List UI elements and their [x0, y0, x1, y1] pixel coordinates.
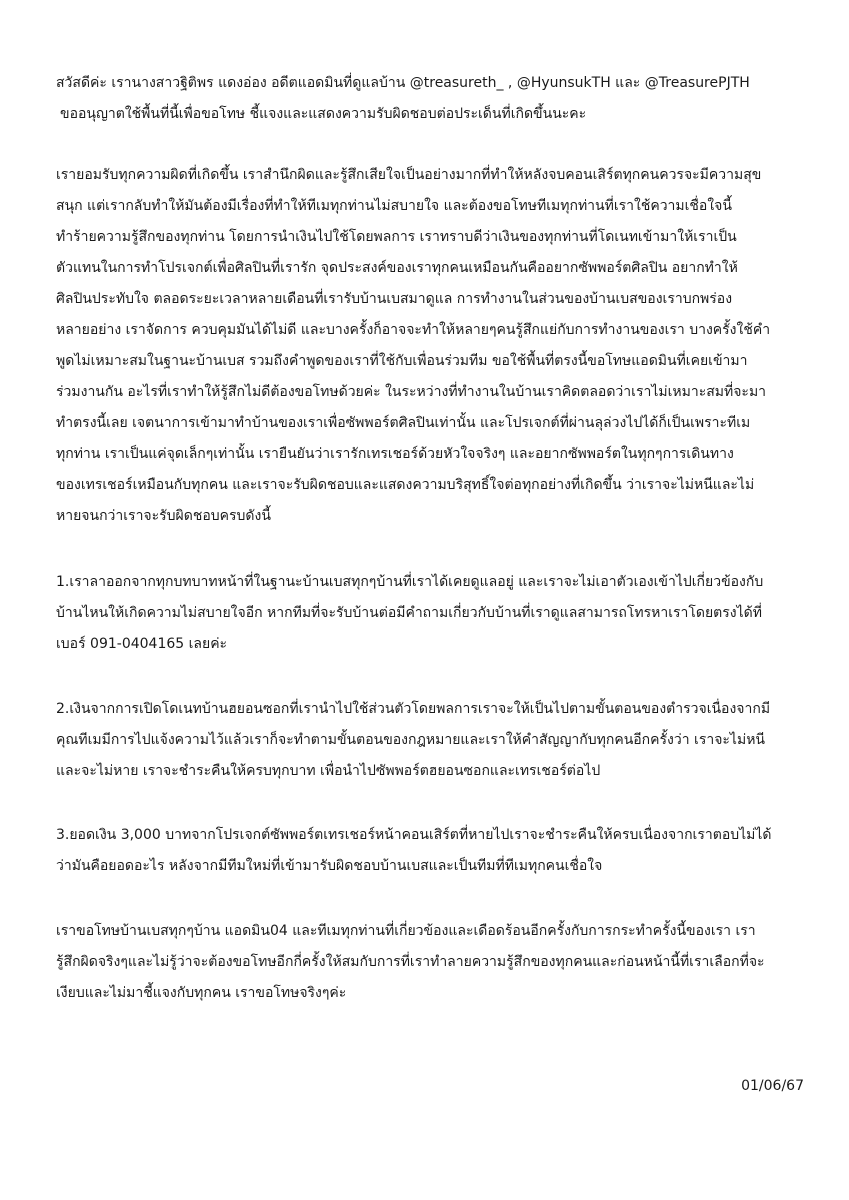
intro-line-1: สวัสดีค่ะ เรานางสาวฐิติพร แดงอ่อง อดีตแอดมินที่ดูแลบ้าน @treasureth_ , @HyunsukTH และ @TreasurePJTH: [56, 75, 750, 91]
closing-line: เงียบและไม่มาชี้แจงกับทุกคน เราขอโทษจริงๆค่ะ: [56, 985, 347, 1001]
apology-line: ทำตรงนี้เลย เจตนาการเข้ามาทำบ้านของเราเพื่อซัพพอร์ตศิลปินเท่านั้น และโปรเจกต์ที่ผ่านลุล่วงไปได้ก็เป็นเพราะทีเม: [56, 415, 751, 431]
apology-paragraph: [56, 160, 804, 532]
closing-paragraph: [56, 916, 804, 1009]
responsibility-item-3: [56, 820, 804, 882]
item-2-line: และจะไม่หาย เราจะชำระคืนให้ครบทุกบาท เพื่อนำไปซัพพอร์ตฮยอนซอกและเทรเชอร์ต่อไป: [56, 763, 601, 779]
closing-line: รู้สึกผิดจริงๆและไม่รู้ว่าจะต้องขอโทษอีกกี่ครั้งให้สมกับการที่เราทำลายความรู้สึกของทุกคนและก่อนหน้านี้ที่เราเลือกที่จะ: [56, 954, 765, 970]
item-2-line: คุณทีเมมีการไปแจ้งความไว้แล้วเราก็จะทำตามขั้นตอนของกฎหมายและเราให้คำสัญญากับทุกคนอีกครั้งว่า เราจะไม่หนี: [56, 732, 765, 748]
responsibility-item-2: [56, 694, 804, 787]
item-3-line: 3.ยอดเงิน 3,000 บาทจากโปรเจกต์ซัพพอร์ตเทรเชอร์หน้าคอนเสิร์ตที่หายไปเราจะชำระคืนให้ครบเนื่องจากเราตอบไม่ได้: [56, 827, 772, 843]
intro-paragraph: [56, 68, 804, 130]
apology-line: ทุกท่าน เราเป็นแค่จุดเล็กๆเท่านั้น เรายืนยันว่าเรารักเทรเชอร์ด้วยหัวใจจริงๆ และอยากซัพพอร์ตในทุกๆการเดินทาง: [56, 446, 734, 462]
apology-line: ตัวแทนในการทำโปรเจกต์เพื่อศิลปินที่เรารัก จุดประสงค์ของเราทุกคนเหมือนกันคืออยากซัพพอร์ตศิลปิน อยากทำให้: [56, 260, 738, 276]
apology-line: หายจนกว่าเราจะรับผิดชอบครบดังนี้: [56, 508, 271, 524]
item-3-line: ว่ามันคือยอดอะไร หลังจากมีทีมใหม่ที่เข้ามารับผิดชอบบ้านเบสและเป็นทีมที่ทีเมทุกคนเชื่อใจ: [56, 858, 603, 874]
apology-line: ของเทรเชอร์เหมือนกับทุกคน และเราจะรับผิดชอบและแสดงความบริสุทธิ์ใจต่อทุกอย่างที่เกิดขึ้น ว่าเราจะไม่หนีและไม่: [56, 477, 755, 493]
apology-line: พูดไม่เหมาะสมในฐานะบ้านเบส รวมถึงคำพูดของเราที่ใช้กับเพื่อนร่วมทีม ขอใช้พื้นที่ตรงนี้ขอโทษแอดมินที่เคยเข้ามา: [56, 353, 748, 369]
item-1-line: เบอร์ 091-0404165 เลยค่ะ: [56, 636, 228, 652]
apology-line: ทำร้ายความรู้สึกของทุกท่าน โดยการนำเงินไปใช้โดยพลการ เราทราบดีว่าเงินของทุกท่านที่โดเนทเข้ามาให้เราเป็น: [56, 229, 737, 245]
apology-line: เรายอมรับทุกความผิดที่เกิดขึ้น เราสำนึกผิดและรู้สึกเสียใจเป็นอย่างมากที่ทำให้หลังจบคอนเสิร์ตทุกคนควรจะมีความสุข: [56, 167, 762, 183]
responsibility-item-1: [56, 567, 804, 660]
apology-line: หลายอย่าง เราจัดการ ควบคุมมันได้ไม่ดี และบางครั้งก็อาจจะทำให้หลายๆคนรู้สึกแย่กับการทำงานของเรา บางครั้งใช้คำ: [56, 322, 771, 338]
apology-line: ร่วมงานกัน อะไรที่เราทำให้รู้สึกไม่ดีต้องขอโทษด้วยค่ะ ในระหว่างที่ทำงานในบ้านเราคิดตลอดว่าเราไม่เหมาะสมที่จะมา: [56, 384, 767, 400]
apology-line: สนุก แต่เรากลับทำให้มันต้องมีเรื่องที่ทำให้ทีเมทุกท่านไม่สบายใจ และต้องขอโทษทีเมทุกท่านที่เราใช้ความเชื่อใจนี้: [56, 198, 732, 214]
item-2-line: 2.เงินจากการเปิดโดเนทบ้านฮยอนซอกที่เรานำไปใช้ส่วนตัวโดยพลการเราจะให้เป็นไปตามขั้นตอนของตำรวจเนื่องจากมี: [56, 701, 771, 717]
apology-line: ศิลปินประทับใจ ตลอดระยะเวลาหลายเดือนที่เรารับบ้านเบสมาดูแล การทำงานในส่วนของบ้านเบสของเราบกพร่อง: [56, 291, 733, 307]
intro-line-2: ขออนุญาตใช้พื้นที่นี้เพื่อขอโทษ ชี้แจงและแสดงความรับผิดชอบต่อประเด็นที่เกิดขึ้นนะคะ: [60, 106, 587, 122]
statement-date: 01/06/67: [741, 1078, 804, 1094]
item-1-line: 1.เราลาออกจากทุกบทบาทหน้าที่ในฐานะบ้านเบสทุกๆบ้านที่เราได้เคยดูแลอยู่ และเราจะไม่เอาตัวเองเข้าไปเกี่ยวข้องกับ: [56, 574, 764, 590]
item-1-line: บ้านไหนให้เกิดความไม่สบายใจอีก หากทีมที่จะรับบ้านต่อมีคำถามเกี่ยวกับบ้านที่เราดูแลสามารถโทรหาเราโดยตรงได้ที่: [56, 605, 762, 621]
closing-line: เราขอโทษบ้านเบสทุกๆบ้าน แอดมิน04 และทีเมทุกท่านที่เกี่ยวข้องและเดือดร้อนอีกครั้งกับการกระทำครั้งนี้ของเรา เรา: [56, 923, 756, 939]
